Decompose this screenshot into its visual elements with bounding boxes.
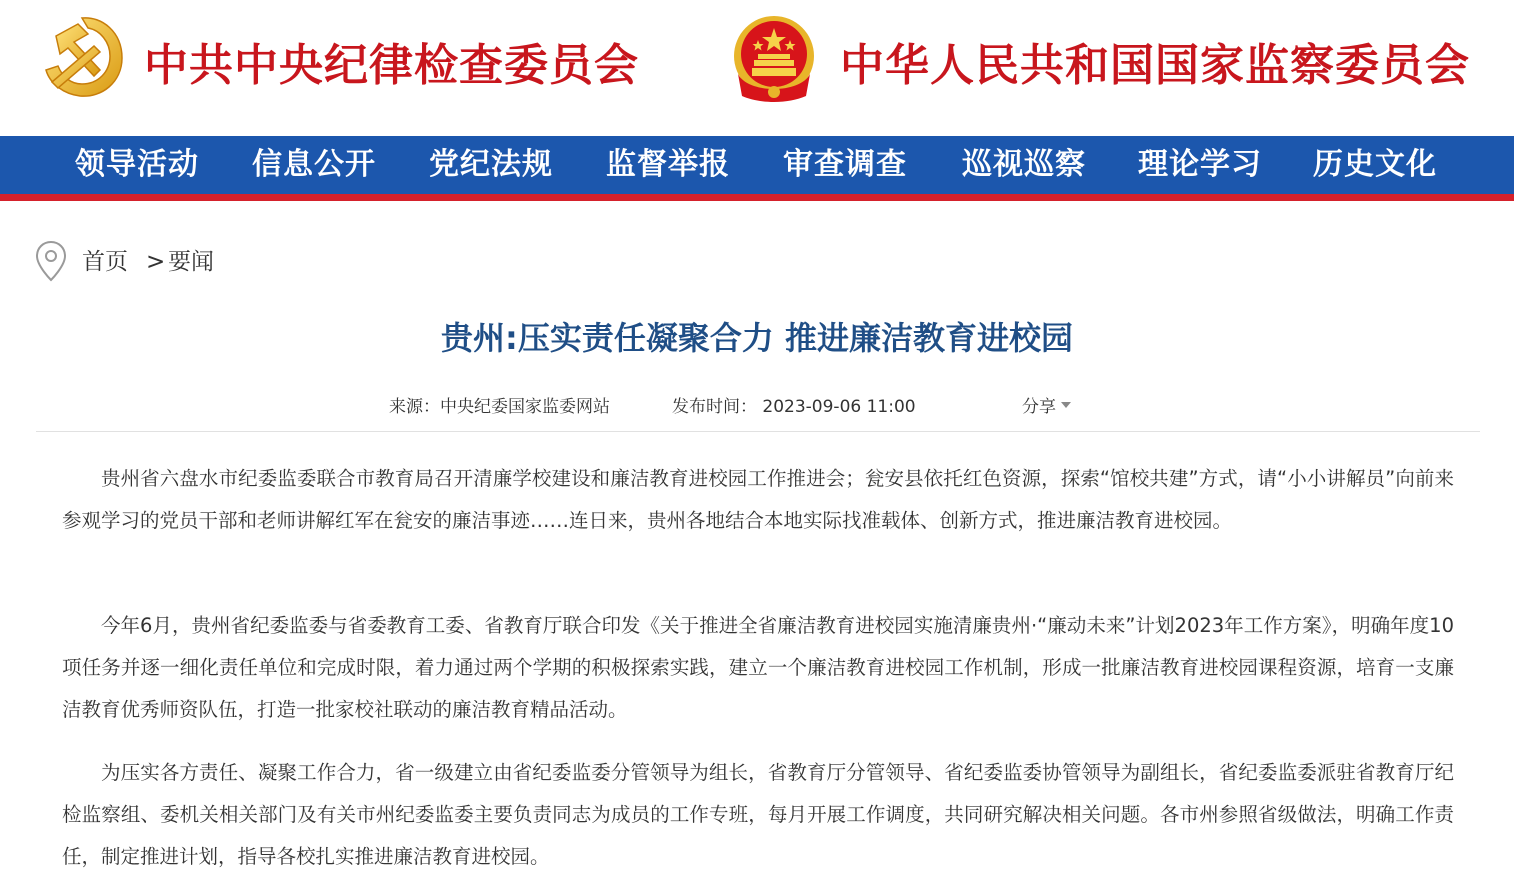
party-emblem-icon [38,12,128,100]
national-emblem-icon [728,12,820,104]
article-title: 贵州:压实责任凝聚合力 推进廉洁教育进校园 [441,319,1073,357]
article-paragraph: 为压实各方责任、凝聚工作合力，省一级建立由省纪委监委分管领导为组长，省教育厅分管领导、省纪委监委协管领导为副组长，省纪委监委派驻省教育厅纪检监察组、委机关相关部门及有关市州纪委监委主要负责同志为成员的工作专班，每月开展工作调度，共同研究解决相关问题。各市州参照省级做法，明确工作责任，制定推进计划，指导各校扎实推进廉洁教育进校园。 [62,761,1454,868]
article-paragraph: 今年6月，贵州省纪委监委与省委教育工委、省教育厅联合印发《关于推进全省廉洁教育进校园实施清廉贵州·“廉动未来”计划2023年工作方案》，明确年度10项任务并逐一细化责任单位和完成时限，着力通过两个学期的积极探索实践，建立一个廉洁教育进校园工作机制，形成一批廉洁教育进校园课程资源，培育一支廉洁教育优秀师资队伍，打造一批家校社联动的廉洁教育精品活动。 [62,614,1454,721]
nav-item-information[interactable]: 信息公开 [252,147,376,182]
meta-divider [36,431,1480,432]
breadcrumb-current[interactable]: 要闻 [168,249,214,275]
breadcrumb-separator: > [146,249,166,275]
site-header [0,0,1514,136]
nav-underline [0,194,1514,201]
article-publish-time: 发布时间： 2023-09-06 11:00 [672,397,916,417]
nav-item-supervision[interactable]: 监督举报 [606,147,730,182]
article-paragraph: 贵州省六盘水市纪委监委联合市教育局召开清廉学校建设和廉洁教育进校园工作推进会；瓮安县依托红色资源，探索“馆校共建”方式，请“小小讲解员”向前来参观学习的党员干部和老师讲解红军在瓮安的廉洁事迹……连日来，贵州各地结合本地实际找准载体、创新方式，推进廉洁教育进校园。 [62,467,1454,532]
share-button[interactable] [1022,394,1071,420]
location-pin-icon [34,240,68,282]
chevron-down-icon [1061,402,1071,408]
left-org-name: 中共中央纪律检查委员会 [144,40,639,91]
article-source: 来源：中央纪委国家监委网站 [389,397,610,417]
right-org-name: 中华人民共和国国家监察委员会 [840,40,1470,91]
nav-item-investigation[interactable]: 审查调查 [783,147,907,182]
nav-item-history[interactable]: 历史文化 [1313,147,1437,182]
nav-item-leadership[interactable]: 领导活动 [75,147,199,182]
nav-item-theory[interactable]: 理论学习 [1138,147,1262,182]
share-label: 分享 [1022,397,1056,417]
main-nav [0,136,1514,194]
nav-item-regulations[interactable]: 党纪法规 [429,147,553,182]
nav-item-inspection[interactable]: 巡视巡察 [962,147,1086,182]
breadcrumb-home-link[interactable]: 首页 [82,249,128,275]
